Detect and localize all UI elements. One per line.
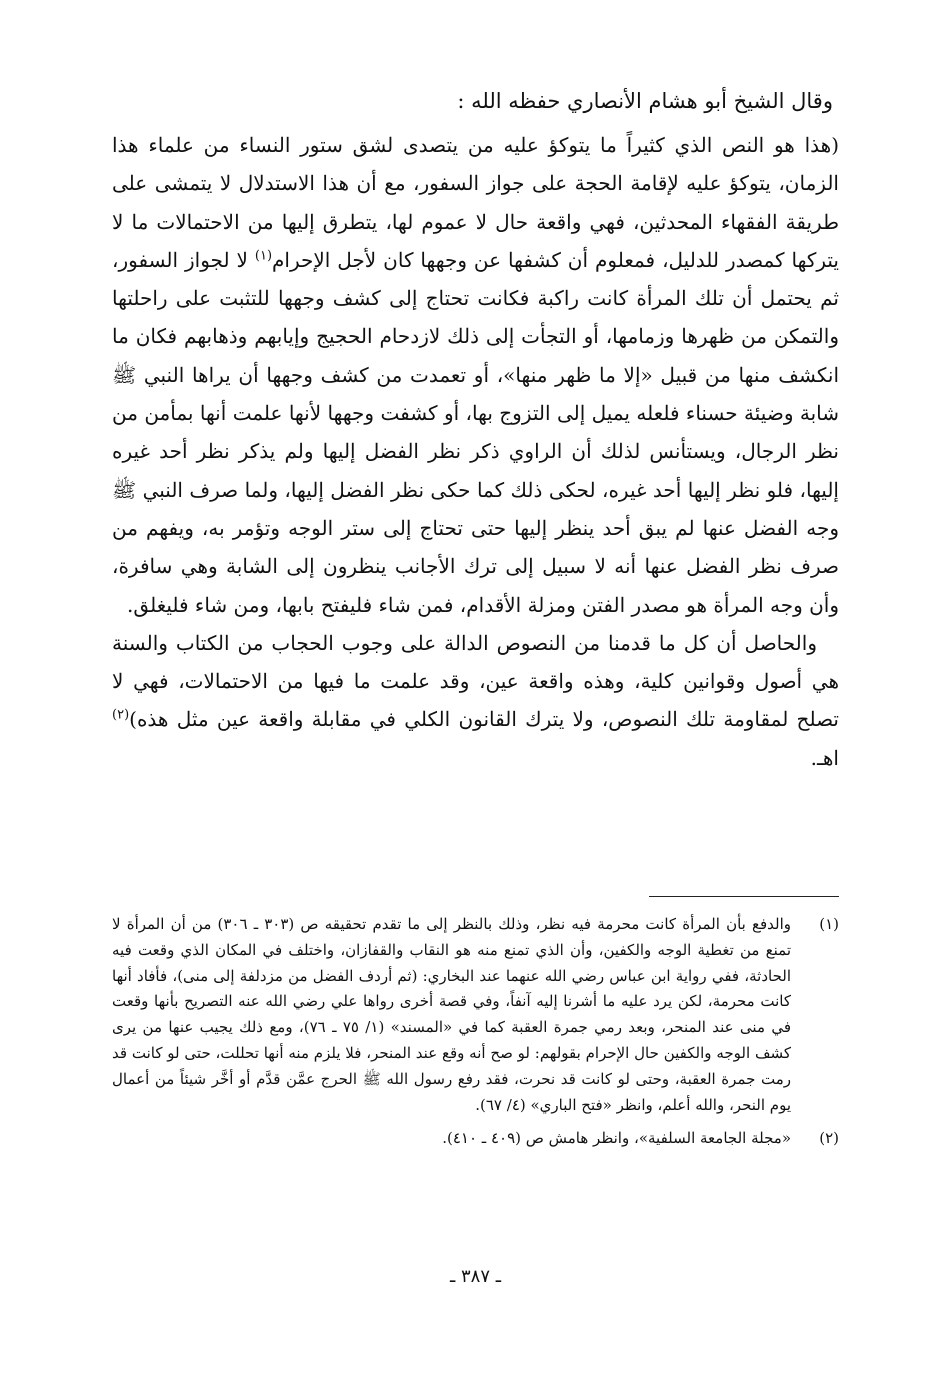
footnote-separator [649, 896, 839, 897]
footnote-2 [112, 1126, 839, 1152]
footnote-2-text: «مجلة الجامعة السلفية»، وانظر هامش ص (٤٠٩ ـ ٤١٠). [442, 1129, 791, 1148]
paragraph-1 [112, 126, 839, 624]
paragraph-2-part-b: اهـ. [810, 745, 839, 770]
footnote-1-number: (١) [819, 915, 839, 933]
intro-line: وقال الشيخ أبو هشام الأنصاري حفظه الله : [457, 89, 833, 113]
footnote-1 [112, 912, 839, 1118]
footnote-1-text: والدفع بأن المرأة كانت محرمة فيه نظر، وذلك بالنظر إلى ما تقدم تحقيقه ص (٣٠٣ ـ ٣٠٦) من أن المرأة لا تمنع من تغطية الوجه والكفين، وأن الذي تمنع منه هو النقاب والقفازان، واختلف في المكان الذي وقعت فيه الحادثة، ففي رواية ابن عباس رضي الله عنهما عند البخاري: (ثم أردف الفضل من مزدلفة إلى منى)، فأفاد أنها كانت محرمة، لكن يرد عليه ما أشرنا إليه آنفاً، وفي قصة أخرى رواها علي رضي الله عنه التصريح بأنها وقعت في منى عند المنحر، وبعد رمي جمرة العقبة كما في «المسند» (١/ ٧٥ ـ ٧٦)، ومع ذلك يجيب عنها من يرى كشف الوجه والكفين حال الإحرام بقولهم: لو صح أنه وقع عند المنحر، فلا يلزم منه أنها تحللت، حتى لو كانت قد رمت جمرة العقبة، وحتى لو كانت قد نحرت، فقد رفع رسول الله ﷺ الحرج عمَّن قدَّم أو أخَّر شيئاً من أعمال يوم النحر، والله أعلم، وانظر «فتح الباري» (٤/ ٦٧). [112, 915, 791, 1114]
paragraph-1-part-b: لا لجواز السفور، ثم يحتمل أن تلك المرأة كانت راكبة فكانت تحتاج إلى كشف وجهها للتثبت على راحلتها والتمكن من ظهرها وزمامها، أو التجأت إلى ذلك لازدحام الحجيج وإيابهم وذهابهم فكان ما انكشف منها من قبيل «إلا ما ظهر منها»، أو تعمدت من كشف وجهها أن يراها النبي ﷺ شابة وضيئة حسناء فلعله يميل إلى التزوج بها، أو كشفت وجهها لأنها علمت أنها بمأمن من نظر الرجال، ويستأنس لذلك أن الراوي ذكر نظر الفضل إليها ولم يذكر نظر أحد غيره إليها، فلو نظر إليها أحد غيره، لحكى ذلك كما حكى نظر الفضل إليها، ولما صرف النبي ﷺ وجه الفضل عنها لم يبق أحد ينظر إليها حتى تحتاج إلى ستر الوجه وتؤمر به، ويفهم من صرف نظر الفضل عنها أنه لا سبيل إلى ترك الأجانب ينظرون إلى الشابة وهي سافرة، وأن وجه المرأة هو مصدر الفتن ومزلة الأقدام، فمن شاء فليفتح بابها، ومن شاء فليغلق. [112, 247, 840, 617]
footnotes [112, 912, 839, 1152]
page-number: ـ ٣٨٧ ـ [449, 1266, 501, 1287]
footnote-reference-1: (١) [254, 248, 273, 264]
paragraph-2-part-a: والحاصل أن كل ما قدمنا من النصوص الدالة على وجوب الحجاب من الكتاب والسنة هي أصول وقوانين كلية، وهذه واقعة عين، وقد علمت ما فيها من الاحتمالات، فهي لا تصلح لمقاومة تلك النصوص، ولا يترك القانون الكلي في مقابلة واقعة عين مثل هذه) [112, 630, 839, 732]
paragraph-1-part-a: (هذا هو النص الذي كثيراً ما يتوكؤ عليه من يتصدى لشق ستور النساء من علماء هذا الزمان، يتوكؤ عليه لإقامة الحجة على جواز السفور، مع أن هذا الاستدلال لا يتمشى على طريقة الفقهاء المحدثين، فهي واقعة حال لا عموم لها، يتطرق إليها من الاحتمالات ما لا يتركها كمصدر للدليل، فمعلوم أن كشفها عن وجهها كان لأجل الإحرام [112, 133, 840, 272]
main-text [112, 126, 839, 777]
footnote-2-number: (٢) [819, 1129, 839, 1148]
footnote-reference-2: (٢) [112, 707, 130, 723]
paragraph-2 [112, 624, 839, 777]
